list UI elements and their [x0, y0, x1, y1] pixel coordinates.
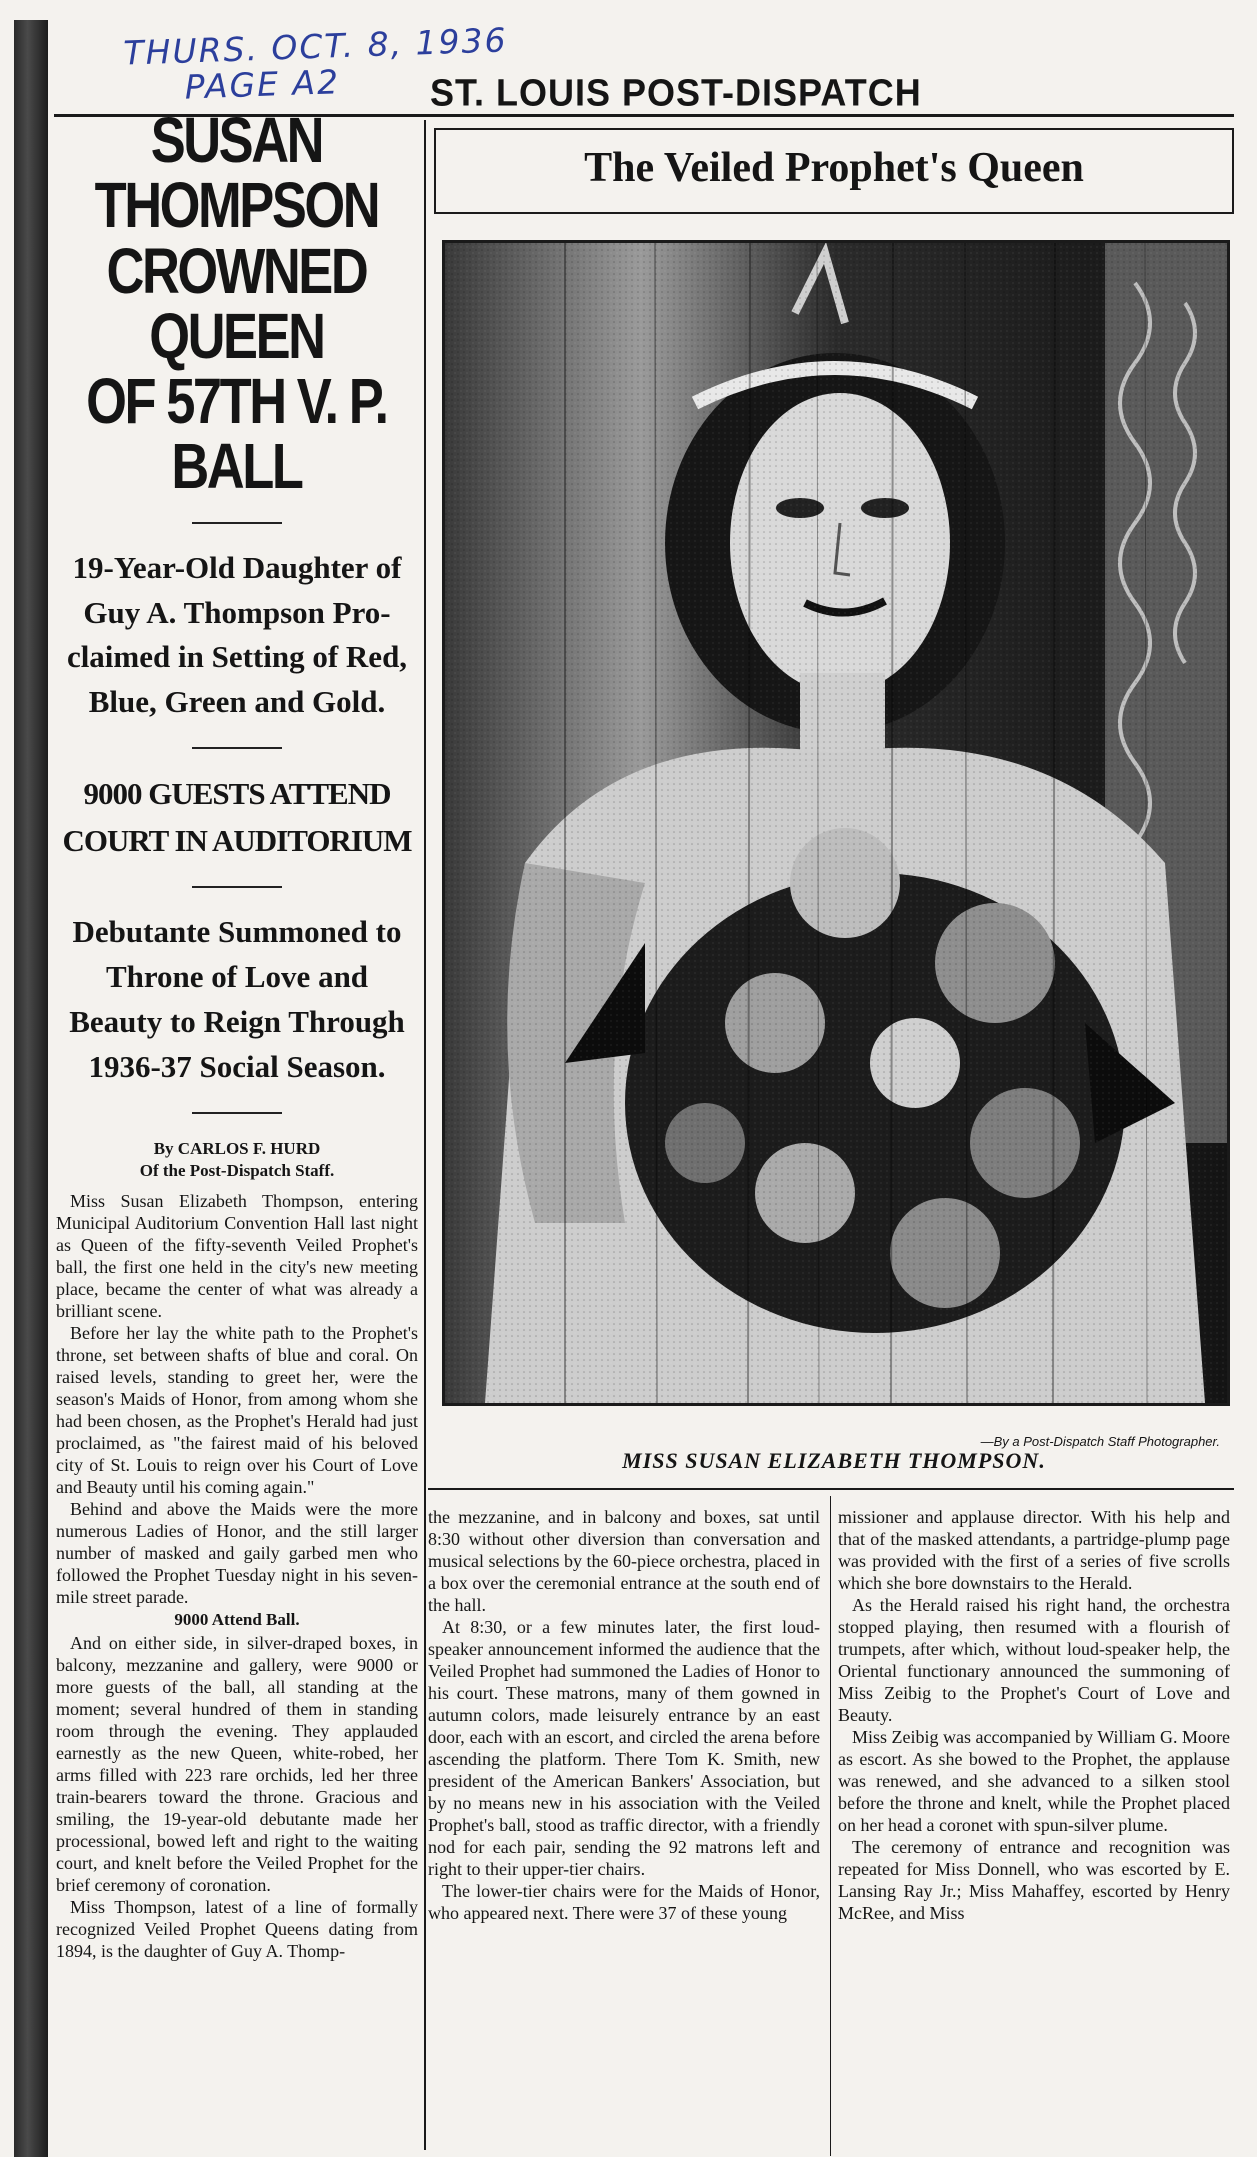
photo-title-box	[434, 128, 1234, 214]
paragraph: Miss Thompson, latest of a line of formally recognized Veiled Prophet Queens dating from 1894, is the daughter of Guy A. Thomp-	[56, 1897, 418, 1962]
photo-credit: —By a Post-Dispatch Staff Photographer.	[980, 1434, 1220, 1449]
deck-3-line: Debutante Summoned to	[72, 914, 402, 950]
deck-3-line: Throne of Love and	[105, 959, 369, 995]
binding-edge	[14, 20, 48, 2157]
photo-caption: MISS SUSAN ELIZABETH THOMPSON.	[622, 1448, 1046, 1473]
byline-author: By CARLOS F. HURD	[153, 1139, 321, 1159]
queen-portrait-photo	[442, 240, 1230, 1406]
paragraph: missioner and applause director. With his help and that of the masked attendants, a partridge-plump page was provided with the first of a series of five scrolls which she bore downstairs to the Herald.	[838, 1507, 1230, 1593]
masthead: ST. LOUIS POST-DISPATCH	[430, 70, 922, 114]
deck-3-line: 1936-37 Social Season.	[88, 1049, 386, 1085]
deck-2-line: 9000 GUESTS ATTEND	[83, 776, 391, 812]
continued-column-middle	[428, 1506, 820, 1924]
deck-2-line: COURT IN AUDITORIUM	[62, 822, 412, 858]
deck-separator	[192, 747, 282, 749]
paragraph: The ceremony of entrance and recognition was repeated for Miss Donnell, who was escorted by E. Lansing Ray Jr.; Miss Mahaffey, escorted by Henry McRee, and Miss	[838, 1837, 1230, 1923]
caption-rule	[428, 1488, 1234, 1490]
handwritten-page: PAGE A2	[184, 62, 341, 107]
headline-line-2: CROWNED QUEEN	[106, 234, 367, 372]
paragraph: The lower-tier chairs were for the Maids of Honor, who appeared next. There were 37 of these young	[428, 1881, 820, 1923]
headline	[56, 104, 417, 503]
column-divider	[830, 1496, 831, 2156]
deck-1-line: 19-Year-Old Daughter of	[72, 549, 402, 585]
deck-1	[56, 546, 418, 726]
continued-column-right	[838, 1506, 1230, 1924]
deck-separator	[192, 522, 282, 524]
deck-1-line: Blue, Green and Gold.	[88, 684, 386, 720]
deck-separator	[192, 1112, 282, 1114]
deck-3	[56, 910, 418, 1090]
paragraph: Miss Zeibig was accompanied by William G. Moore as escort. As she bowed to the Prophet, the applause was renewed, and she advanced to a silken stool before the throne and knelt, while the Prophet placed on her head a coronet with spun-silver plume.	[838, 1727, 1230, 1835]
paragraph: Miss Susan Elizabeth Thompson, entering Municipal Auditorium Convention Hall last night as Queen of the fifty-seventh Veiled Prophet's ball, the first one held in the city's new meeting place, became the center of what was already a brilliant scene.	[56, 1191, 418, 1322]
paragraph: And on either side, in silver-draped boxes, in balcony, mezzanine and gallery, were 9000 or more guests of the ball, all standing at the moment; several hundred of them in standing room through the evening. They applauded earnestly as the new Queen, white-robed, her arms filled with 223 rare orchids, led her three train-bearers toward the throne. Gracious and smiling, the 19-year-old debutante made her processional, bowed left and right to the waiting court, and knelt before the Veiled Prophet for the brief ceremony of coronation.	[56, 1633, 418, 1896]
byline	[56, 1138, 418, 1182]
lead-article	[56, 104, 418, 1962]
deck-2	[56, 771, 418, 864]
headline-line-3: OF 57TH V. P. BALL	[86, 365, 387, 503]
headline-line-1: SUSAN THOMPSON	[94, 104, 379, 242]
paragraph: the mezzanine, and in balcony and boxes, sat until 8:30 without other diversion than conversation and musical selections by the 60-piece orchestra, placed in a box over the ceremonial entrance at the south end of the hall.	[428, 1507, 820, 1615]
portrait-illustration	[445, 243, 1227, 1403]
handwritten-date: THURS. OCT. 8, 1936	[122, 20, 509, 73]
photo-title: The Veiled Prophet's Queen	[584, 145, 1084, 191]
subhead: 9000 Attend Ball.	[174, 1610, 300, 1630]
byline-staff: Of the Post-Dispatch Staff.	[139, 1161, 335, 1181]
paragraph: As the Herald raised his right hand, the orchestra stopped playing, then resumed with a flourish of trumpets, after which, without loud-speaker help, the Oriental functionary announced the summoning of Miss Zeibig to the Prophet's Court of Love and Beauty.	[838, 1595, 1230, 1725]
paragraph: Behind and above the Maids were the more numerous Ladies of Honor, and the still larger number of masked and gaily garbed men who followed the Prophet Tuesday night in his seven-mile street parade.	[56, 1499, 418, 1608]
deck-separator	[192, 886, 282, 888]
deck-1-line: Guy A. Thompson Pro-	[83, 594, 391, 630]
deck-3-line: Beauty to Reign Through	[69, 1004, 405, 1040]
paragraph: Before her lay the white path to the Prophet's throne, set between shafts of blue and coral. On raised levels, standing to greet her, were the season's Maids of Honor, from among whom she had been chosen, as the Prophet's Herald had just proclaimed, as "the fairest maid of his beloved city of St. Louis to reign over his Court of Love and Beauty until his coming again."	[56, 1323, 418, 1498]
paragraph: At 8:30, or a few minutes later, the first loud-speaker announcement informed the audience that the Veiled Prophet had summoned the Ladies of Honor to his court. These matrons, many of them gowned in autumn colors, made leisurely entrance by an east door, each with an escort, and circled the arena before ascending the platform. There Tom K. Smith, new president of the American Bankers' Association, but by no means new in his association with the Veiled Prophet's ball, stood as traffic director, with a friendly nod for each pair, sending the 92 matrons left and right to their upper-tier chairs.	[428, 1617, 820, 1879]
deck-1-line: claimed in Setting of Red,	[66, 639, 408, 675]
column-divider	[424, 120, 426, 2150]
